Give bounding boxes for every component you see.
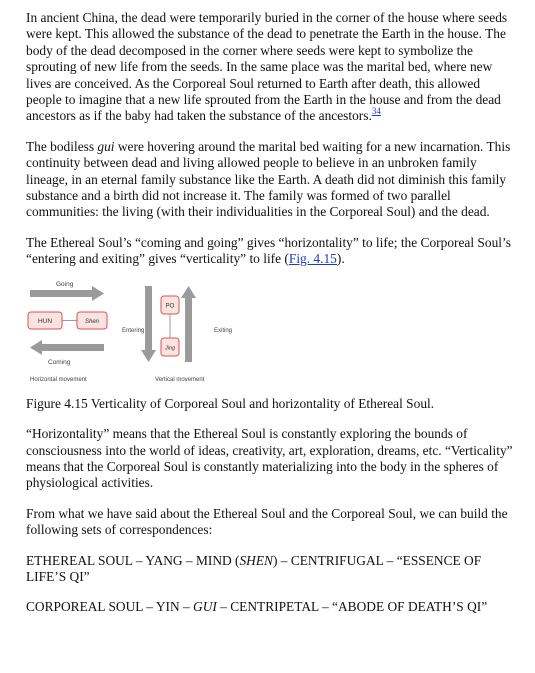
figure-link[interactable]: Fig. 4.15 <box>288 251 337 267</box>
paragraph-correspondences-intro: From what we have said about the Ethereal Soul and the Corporeal Soul, we can build the following sets of correspondences: <box>26 505 508 538</box>
paragraph-burial: In ancient China, the dead were temporarily buried in the corner of the house where seeds were kept. This allowed the substance of the dead to penetrate the Earth in the house. The body of the dead decomposed in the corner where seeds were kept to symbolize the sprouting of new life from the seeds. In the same place was the marital bed, where new lives are conceived. As the Corporeal Soul returned to Earth after death, this allowed people to imagine that a new life sprouted from the Earth in the house and from the dead ancestors as if the baby had taken the substance of the ancestors.$^{34}$ <box>26 10 508 124</box>
correspondence-ethereal: ETHEREAL SOUL – YANG – MIND (SHEN) – CENTRIFUGAL – “ESSENCE OF LIFE’S QI” <box>26 552 482 584</box>
coming-label: Coming <box>48 358 71 366</box>
shen-label: Shen <box>84 318 100 325</box>
document-page <box>26 10 514 616</box>
vertical-movement-label: Vertical movement <box>155 376 205 383</box>
going-label: Going <box>56 280 74 288</box>
entering-arrow-icon <box>141 286 156 362</box>
exiting-arrow-icon <box>181 286 196 362</box>
correspondence-corporeal: CORPOREAL SOUL – YIN – GUI – CENTRIPETAL – “ABODE OF DEATH’S QI” <box>26 599 488 615</box>
going-arrow-icon <box>30 286 104 301</box>
souls-diagram-svg <box>26 278 276 390</box>
footnote-link[interactable]: 34 <box>371 106 381 117</box>
hun-label: HUN <box>37 317 53 325</box>
figure-caption: Figure 4.15 Verticality of Corporeal Soul and horizontality of Ethereal Soul. <box>26 395 435 411</box>
coming-arrow-icon <box>30 340 104 355</box>
exiting-label: Exiting <box>214 327 233 334</box>
paragraph-horizontality: The Ethereal Soul’s “coming and going” gives “horizontality” to life; the Corporeal Soul’s “entering and exiting” gives “verticality” to life (Fig. 4.15). <box>26 234 511 267</box>
paragraph-gui: The bodiless gui were hovering around the marital bed waiting for a new incarnation. This continuity between dead and living allowed people to believe in an unbroken family lineage, in an eternal family substance like the Earth. A death did not diminish this family substance and a birth did not increase it. The family was formed of two parallel communities: the living (with their individualities in the Corporeal Soul) and the dead. <box>26 138 511 220</box>
figure-souls-diagram <box>26 278 276 390</box>
horizontal-movement-label: Horizontal movement <box>30 376 87 383</box>
jing-label: Jing <box>164 345 176 352</box>
entering-label: Entering <box>122 327 145 334</box>
po-label: PO <box>165 303 175 310</box>
paragraph-meanings: “Horizontality” means that the Ethereal Soul is constantly exploring the bounds of consciousness into the world of ideas, creativity, art, exploration, dreams, etc. “Verticality” means that the Corporeal Soul is constantly materializing into the body in the spheres of physiological activities. <box>26 426 513 491</box>
